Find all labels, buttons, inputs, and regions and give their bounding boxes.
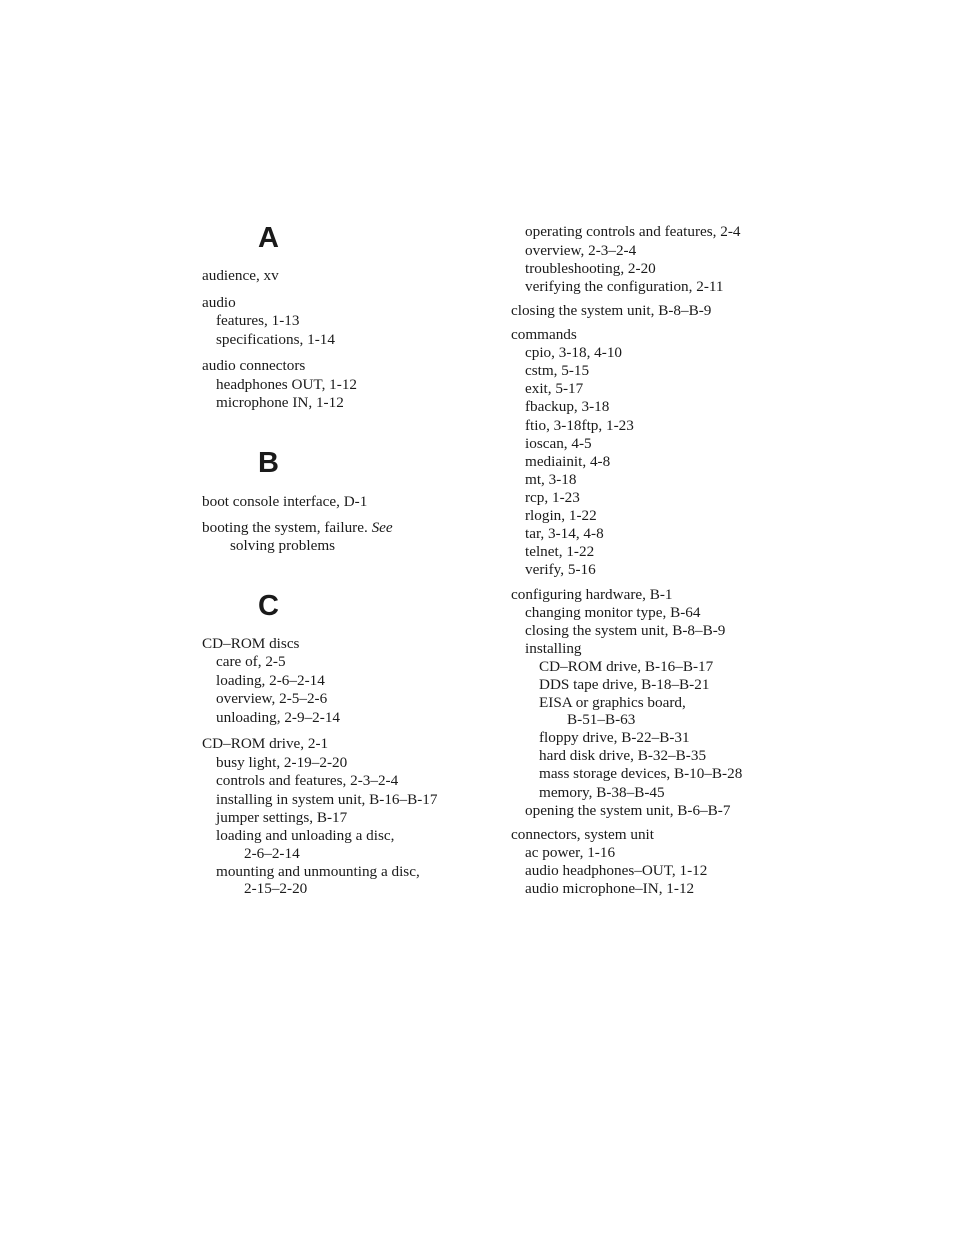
index-subentry: overview, 2-3–2-4 [525, 242, 637, 259]
index-subsubentry: CD–ROM drive, B-16–B-17 [539, 658, 714, 675]
index-subentry: audio headphones–OUT, 1-12 [525, 862, 708, 879]
index-subentry: specifications, 1-14 [216, 331, 335, 348]
index-subentry: unloading, 2-9–2-14 [216, 709, 341, 726]
index-subentry: opening the system unit, B-6–B-7 [525, 802, 731, 819]
see-reference: See [371, 519, 393, 536]
index-entry: closing the system unit, B-8–B-9 [511, 302, 712, 319]
index-subentry: controls and features, 2-3–2-4 [216, 772, 399, 789]
index-entry: configuring hardware, B-1 [511, 586, 673, 603]
index-subentry: ftio, 3-18ftp, 1-23 [525, 417, 634, 434]
index-subentry: mounting and unmounting a disc, [216, 863, 420, 880]
index-subsubentry: floppy drive, B-22–B-31 [539, 729, 690, 746]
index-subentry: mediainit, 4-8 [525, 453, 611, 470]
index-continuation: B-51–B-63 [567, 711, 636, 728]
index-subsubentry: mass storage devices, B-10–B-28 [539, 765, 743, 782]
index-subentry: jumper settings, B-17 [216, 809, 348, 826]
index-entry: commands [511, 326, 577, 343]
index-subentry: busy light, 2-19–2-20 [216, 754, 348, 771]
index-subentry: features, 1-13 [216, 312, 300, 329]
index-entry: CD–ROM drive, 2-1 [202, 735, 329, 752]
index-subentry: ac power, 1-16 [525, 844, 616, 861]
index-subentry: verifying the configuration, 2-11 [525, 278, 724, 295]
index-entry: audience, xv [202, 267, 279, 284]
index-subentry: audio microphone–IN, 1-12 [525, 880, 695, 897]
index-subentry: installing in system unit, B-16–B-17 [216, 791, 438, 808]
index-subsubentry: EISA or graphics board, [539, 694, 686, 711]
index-entry: CD–ROM discs [202, 635, 300, 652]
index-entry: boot console interface, D-1 [202, 493, 368, 510]
section-letter-c: C [258, 590, 279, 622]
index-subentry: loading and unloading a disc, [216, 827, 395, 844]
index-subentry: care of, 2-5 [216, 653, 286, 670]
index-subsubentry: DDS tape drive, B-18–B-21 [539, 676, 710, 693]
index-subsubentry: memory, B-38–B-45 [539, 784, 665, 801]
index-continuation: 2-15–2-20 [244, 880, 308, 897]
index-subentry: exit, 5-17 [525, 380, 584, 397]
index-subentry: headphones OUT, 1-12 [216, 376, 358, 393]
index-subentry: microphone IN, 1-12 [216, 394, 344, 411]
index-subentry: cstm, 5-15 [525, 362, 590, 379]
index-entry: connectors, system unit [511, 826, 654, 843]
index-subentry: tar, 3-14, 4-8 [525, 525, 604, 542]
index-subentry: troubleshooting, 2-20 [525, 260, 656, 277]
index-subentry: closing the system unit, B-8–B-9 [525, 622, 726, 639]
index-subsubentry: hard disk drive, B-32–B-35 [539, 747, 707, 764]
index-subentry: operating controls and features, 2-4 [525, 223, 741, 240]
section-letter-b: B [258, 447, 279, 479]
index-continuation: solving problems [230, 537, 336, 554]
index-entry: audio [202, 294, 236, 311]
index-subentry: changing monitor type, B-64 [525, 604, 701, 621]
index-subentry: ioscan, 4-5 [525, 435, 592, 452]
index-entry: booting the system, failure. See [202, 519, 393, 536]
index-subentry: rlogin, 1-22 [525, 507, 597, 524]
index-subentry: installing [525, 640, 582, 657]
index-subentry: loading, 2-6–2-14 [216, 672, 325, 689]
index-subentry: telnet, 1-22 [525, 543, 595, 560]
index-subentry: fbackup, 3-18 [525, 398, 610, 415]
index-continuation: 2-6–2-14 [244, 845, 300, 862]
index-subentry: verify, 5-16 [525, 561, 596, 578]
section-letter-a: A [258, 222, 279, 254]
index-entry: audio connectors [202, 357, 306, 374]
index-subentry: cpio, 3-18, 4-10 [525, 344, 623, 361]
index-subentry: rcp, 1-23 [525, 489, 580, 506]
index-subentry: mt, 3-18 [525, 471, 577, 488]
index-subentry: overview, 2-5–2-6 [216, 690, 328, 707]
